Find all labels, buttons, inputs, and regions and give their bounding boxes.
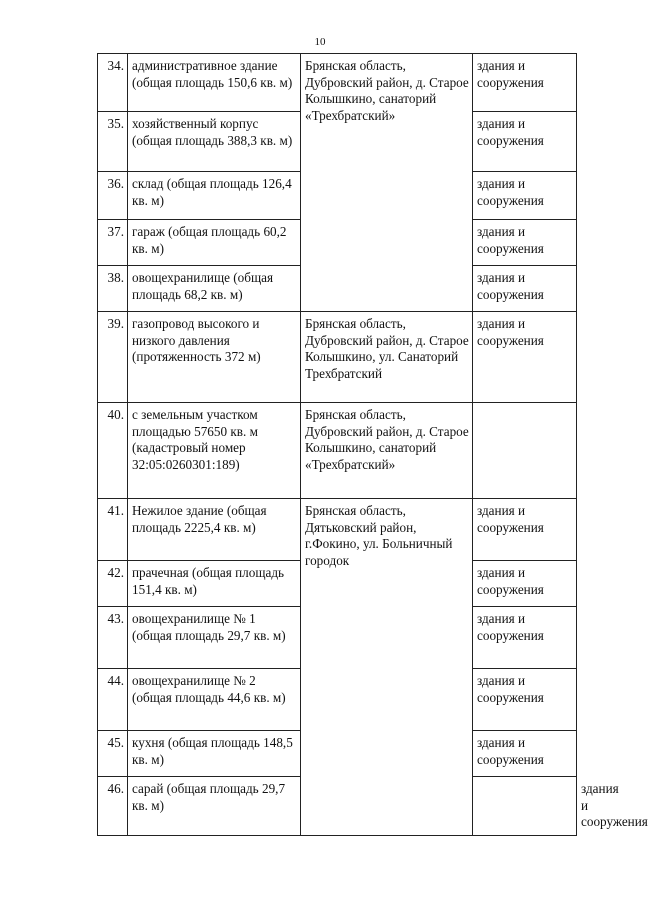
object-category: здания и сооружения bbox=[473, 112, 577, 172]
table-row bbox=[98, 403, 577, 499]
object-description: газопровод высокого и низкого давления (протяженность 372 м) bbox=[128, 312, 301, 403]
object-category: здания и сооружения bbox=[473, 266, 577, 312]
object-category: здания и сооружения bbox=[473, 172, 577, 220]
row-number: 46. bbox=[98, 777, 128, 836]
object-address: Брянская область, Дятьковский район, г.Фокино, ул. Больничный городок bbox=[301, 499, 473, 836]
object-description: склад (общая площадь 126,4 кв. м) bbox=[128, 172, 301, 220]
row-number: 35. bbox=[98, 112, 128, 172]
object-description: овощехранилище № 2 (общая площадь 44,6 кв. м) bbox=[128, 669, 301, 731]
table-row bbox=[98, 54, 577, 112]
object-description: овощехранилище № 1 (общая площадь 29,7 кв. м) bbox=[128, 607, 301, 669]
object-description: гараж (общая площадь 60,2 кв. м) bbox=[128, 220, 301, 266]
property-table bbox=[97, 53, 648, 836]
table-row bbox=[98, 312, 577, 403]
object-description: кухня (общая площадь 148,5 кв. м) bbox=[128, 731, 301, 777]
row-number: 34. bbox=[98, 54, 128, 112]
object-category: здания и сооружения bbox=[473, 220, 577, 266]
object-category: здания и сооружения bbox=[473, 561, 577, 607]
row-number: 36. bbox=[98, 172, 128, 220]
object-description: овощехранилище (общая площадь 68,2 кв. м) bbox=[128, 266, 301, 312]
object-category bbox=[473, 403, 577, 499]
object-address: Брянская область, Дубровский район, д. Старое Колышкино, ул. Санаторий Трехбратский bbox=[301, 312, 473, 403]
row-number: 43. bbox=[98, 607, 128, 669]
object-category: здания и сооружения bbox=[473, 54, 577, 112]
row-number: 38. bbox=[98, 266, 128, 312]
object-category: здания и сооружения bbox=[473, 731, 577, 777]
object-category: здания и сооружения bbox=[473, 669, 577, 731]
table-row bbox=[98, 499, 577, 561]
page-number: 10 bbox=[314, 36, 326, 48]
row-number: 40. bbox=[98, 403, 128, 499]
object-description: сарай (общая площадь 29,7 кв. м) bbox=[128, 777, 301, 836]
object-category: здания и сооружения bbox=[473, 499, 577, 561]
object-description: с земельным участком площадью 57650 кв. м (кадастровый номер 32:05:0260301:189) bbox=[128, 403, 301, 499]
object-address-empty bbox=[473, 777, 577, 836]
row-number: 42. bbox=[98, 561, 128, 607]
object-address: Брянская область, Дубровский район, д. Старое Колышкино, санаторий «Трехбратский» bbox=[301, 403, 473, 499]
row-number: 44. bbox=[98, 669, 128, 731]
object-category: здания и сооружения bbox=[473, 607, 577, 669]
object-description: административное здание (общая площадь 150,6 кв. м) bbox=[128, 54, 301, 112]
object-description: Нежилое здание (общая площадь 2225,4 кв. м) bbox=[128, 499, 301, 561]
row-number: 45. bbox=[98, 731, 128, 777]
row-number: 39. bbox=[98, 312, 128, 403]
table-row: 46. сарай (общая площадь 29,7 кв. м) здания и сооружения bbox=[98, 777, 577, 836]
object-address: Брянская область, Дубровский район, д. Старое Колышкино, санаторий «Трехбратский» bbox=[301, 54, 473, 312]
row-number: 37. bbox=[98, 220, 128, 266]
object-category: здания и сооружения bbox=[473, 312, 577, 403]
row-number: 41. bbox=[98, 499, 128, 561]
object-description: хозяйственный корпус (общая площадь 388,3 кв. м) bbox=[128, 112, 301, 172]
object-description: прачечная (общая площадь 151,4 кв. м) bbox=[128, 561, 301, 607]
